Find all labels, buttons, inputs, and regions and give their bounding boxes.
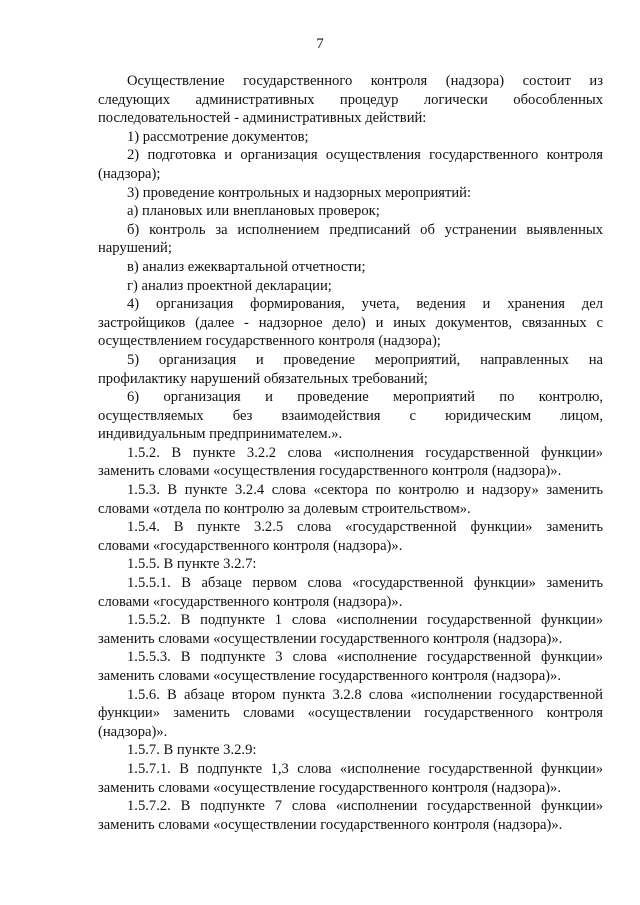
paragraph xyxy=(98,797,603,834)
paragraph xyxy=(98,221,603,258)
text-line: 1.5.4. В пункте 3.2.5 слова «государственной функции» заменить xyxy=(127,519,603,536)
text-line: профилактику нарушений обязательных требований; xyxy=(98,370,428,387)
text-line: в) анализ ежеквартальной отчетности; xyxy=(127,258,366,275)
text-line: 1.5.5.1. В абзаце первом слова «государственной функции» заменить xyxy=(127,575,603,592)
paragraph xyxy=(98,555,603,574)
paragraph xyxy=(98,741,603,760)
text-line: 1) рассмотрение документов; xyxy=(127,128,309,145)
text-line: 1.5.7. В пункте 3.2.9: xyxy=(127,742,257,759)
text-line: словами «государственного контроля (надзора)». xyxy=(98,537,403,554)
text-line: заменить словами «осуществление государственного контроля (надзора)». xyxy=(98,668,561,684)
paragraph xyxy=(98,648,603,685)
text-line: 1.5.5. В пункте 3.2.7: xyxy=(127,556,257,573)
paragraph xyxy=(98,444,603,481)
text-line: осуществлением государственного контроля (надзора); xyxy=(98,333,441,350)
text-line: 6) организация и проведение мероприятий по контролю, xyxy=(127,389,603,406)
paragraph xyxy=(98,351,603,388)
text-line: б) контроль за исполнением предписаний об устранении выявленных xyxy=(127,221,603,238)
text-line: заменить словами «осуществления государственного контроля (надзора)». xyxy=(98,463,562,480)
text-line: 1.5.3. В пункте 3.2.4 слова «сектора по контролю и надзору» заменить xyxy=(127,482,603,499)
paragraph xyxy=(98,184,603,203)
page-number: 7 xyxy=(316,36,324,52)
text-line: 3) проведение контрольных и надзорных мероприятий: xyxy=(127,184,472,201)
text-line: 4) организация формирования, учета, ведения и хранения дел xyxy=(127,296,603,313)
paragraph xyxy=(98,518,603,555)
text-line: а) плановых или внеплановых проверок; xyxy=(127,203,380,220)
text-line: (надзора); xyxy=(98,165,161,182)
text-line: последовательностей - административных действий: xyxy=(98,110,427,127)
text-line: 1.5.7.2. В подпункте 7 слова «исполнении государственной функции» xyxy=(127,798,603,815)
paragraph xyxy=(98,295,603,351)
paragraph xyxy=(98,686,603,742)
paragraph xyxy=(98,611,603,648)
text-line: застройщиков (далее - надзорное дело) и иных документов, связанных с xyxy=(98,314,603,331)
text-line: 2) подготовка и организация осуществления государственного контроля xyxy=(127,147,603,164)
text-line: словами «государственного контроля (надзора)». xyxy=(98,593,403,610)
text-line: индивидуальным предпринимателем.». xyxy=(98,426,343,443)
text-line: Осуществление государственного контроля (надзора) состоит из xyxy=(127,73,603,89)
paragraph xyxy=(98,277,603,296)
paragraph xyxy=(98,72,603,128)
paragraph xyxy=(98,481,603,518)
text-line: 5) организация и проведение мероприятий, направленных на xyxy=(127,351,603,368)
text-line: 1.5.5.3. В подпункте 3 слова «исполнение государственной функции» xyxy=(127,649,603,666)
text-line: словами «отдела по контролю за долевым строительством». xyxy=(98,500,471,517)
text-line: 1.5.7.1. В подпункте 1,3 слова «исполнение государственной функции» xyxy=(127,760,603,777)
paragraph xyxy=(98,128,603,147)
text-line: осуществляемых без взаимодействия с юридическим лицом, xyxy=(98,407,603,424)
paragraph xyxy=(98,574,603,611)
text-line: следующих административных процедур логически обособленных xyxy=(98,91,603,108)
paragraph xyxy=(98,146,603,183)
text-line: 1.5.6. В абзаце втором пункта 3.2.8 слова «исполнении государственной xyxy=(127,686,603,703)
paragraph xyxy=(98,202,603,221)
text-line: заменить словами «осуществлении государственного контроля (надзора)». xyxy=(98,816,563,833)
text-line: функции» заменить словами «осуществлении государственного контроля xyxy=(98,705,603,722)
text-line: заменить словами «осуществлении государственного контроля (надзора)». xyxy=(98,630,563,647)
paragraph xyxy=(98,258,603,277)
text-line: нарушений; xyxy=(98,240,172,257)
paragraph xyxy=(98,388,603,444)
text-line: 1.5.2. В пункте 3.2.2 слова «исполнения государственной функции» xyxy=(127,444,603,461)
text-line: 1.5.5.2. В подпункте 1 слова «исполнении государственной функции» xyxy=(127,612,603,629)
paragraph xyxy=(98,760,603,797)
document-body xyxy=(98,72,603,834)
text-line: заменить словами «осуществление государственного контроля (надзора)». xyxy=(98,779,561,796)
text-line: (надзора)». xyxy=(98,723,168,740)
text-line: г) анализ проектной декларации; xyxy=(127,277,332,294)
